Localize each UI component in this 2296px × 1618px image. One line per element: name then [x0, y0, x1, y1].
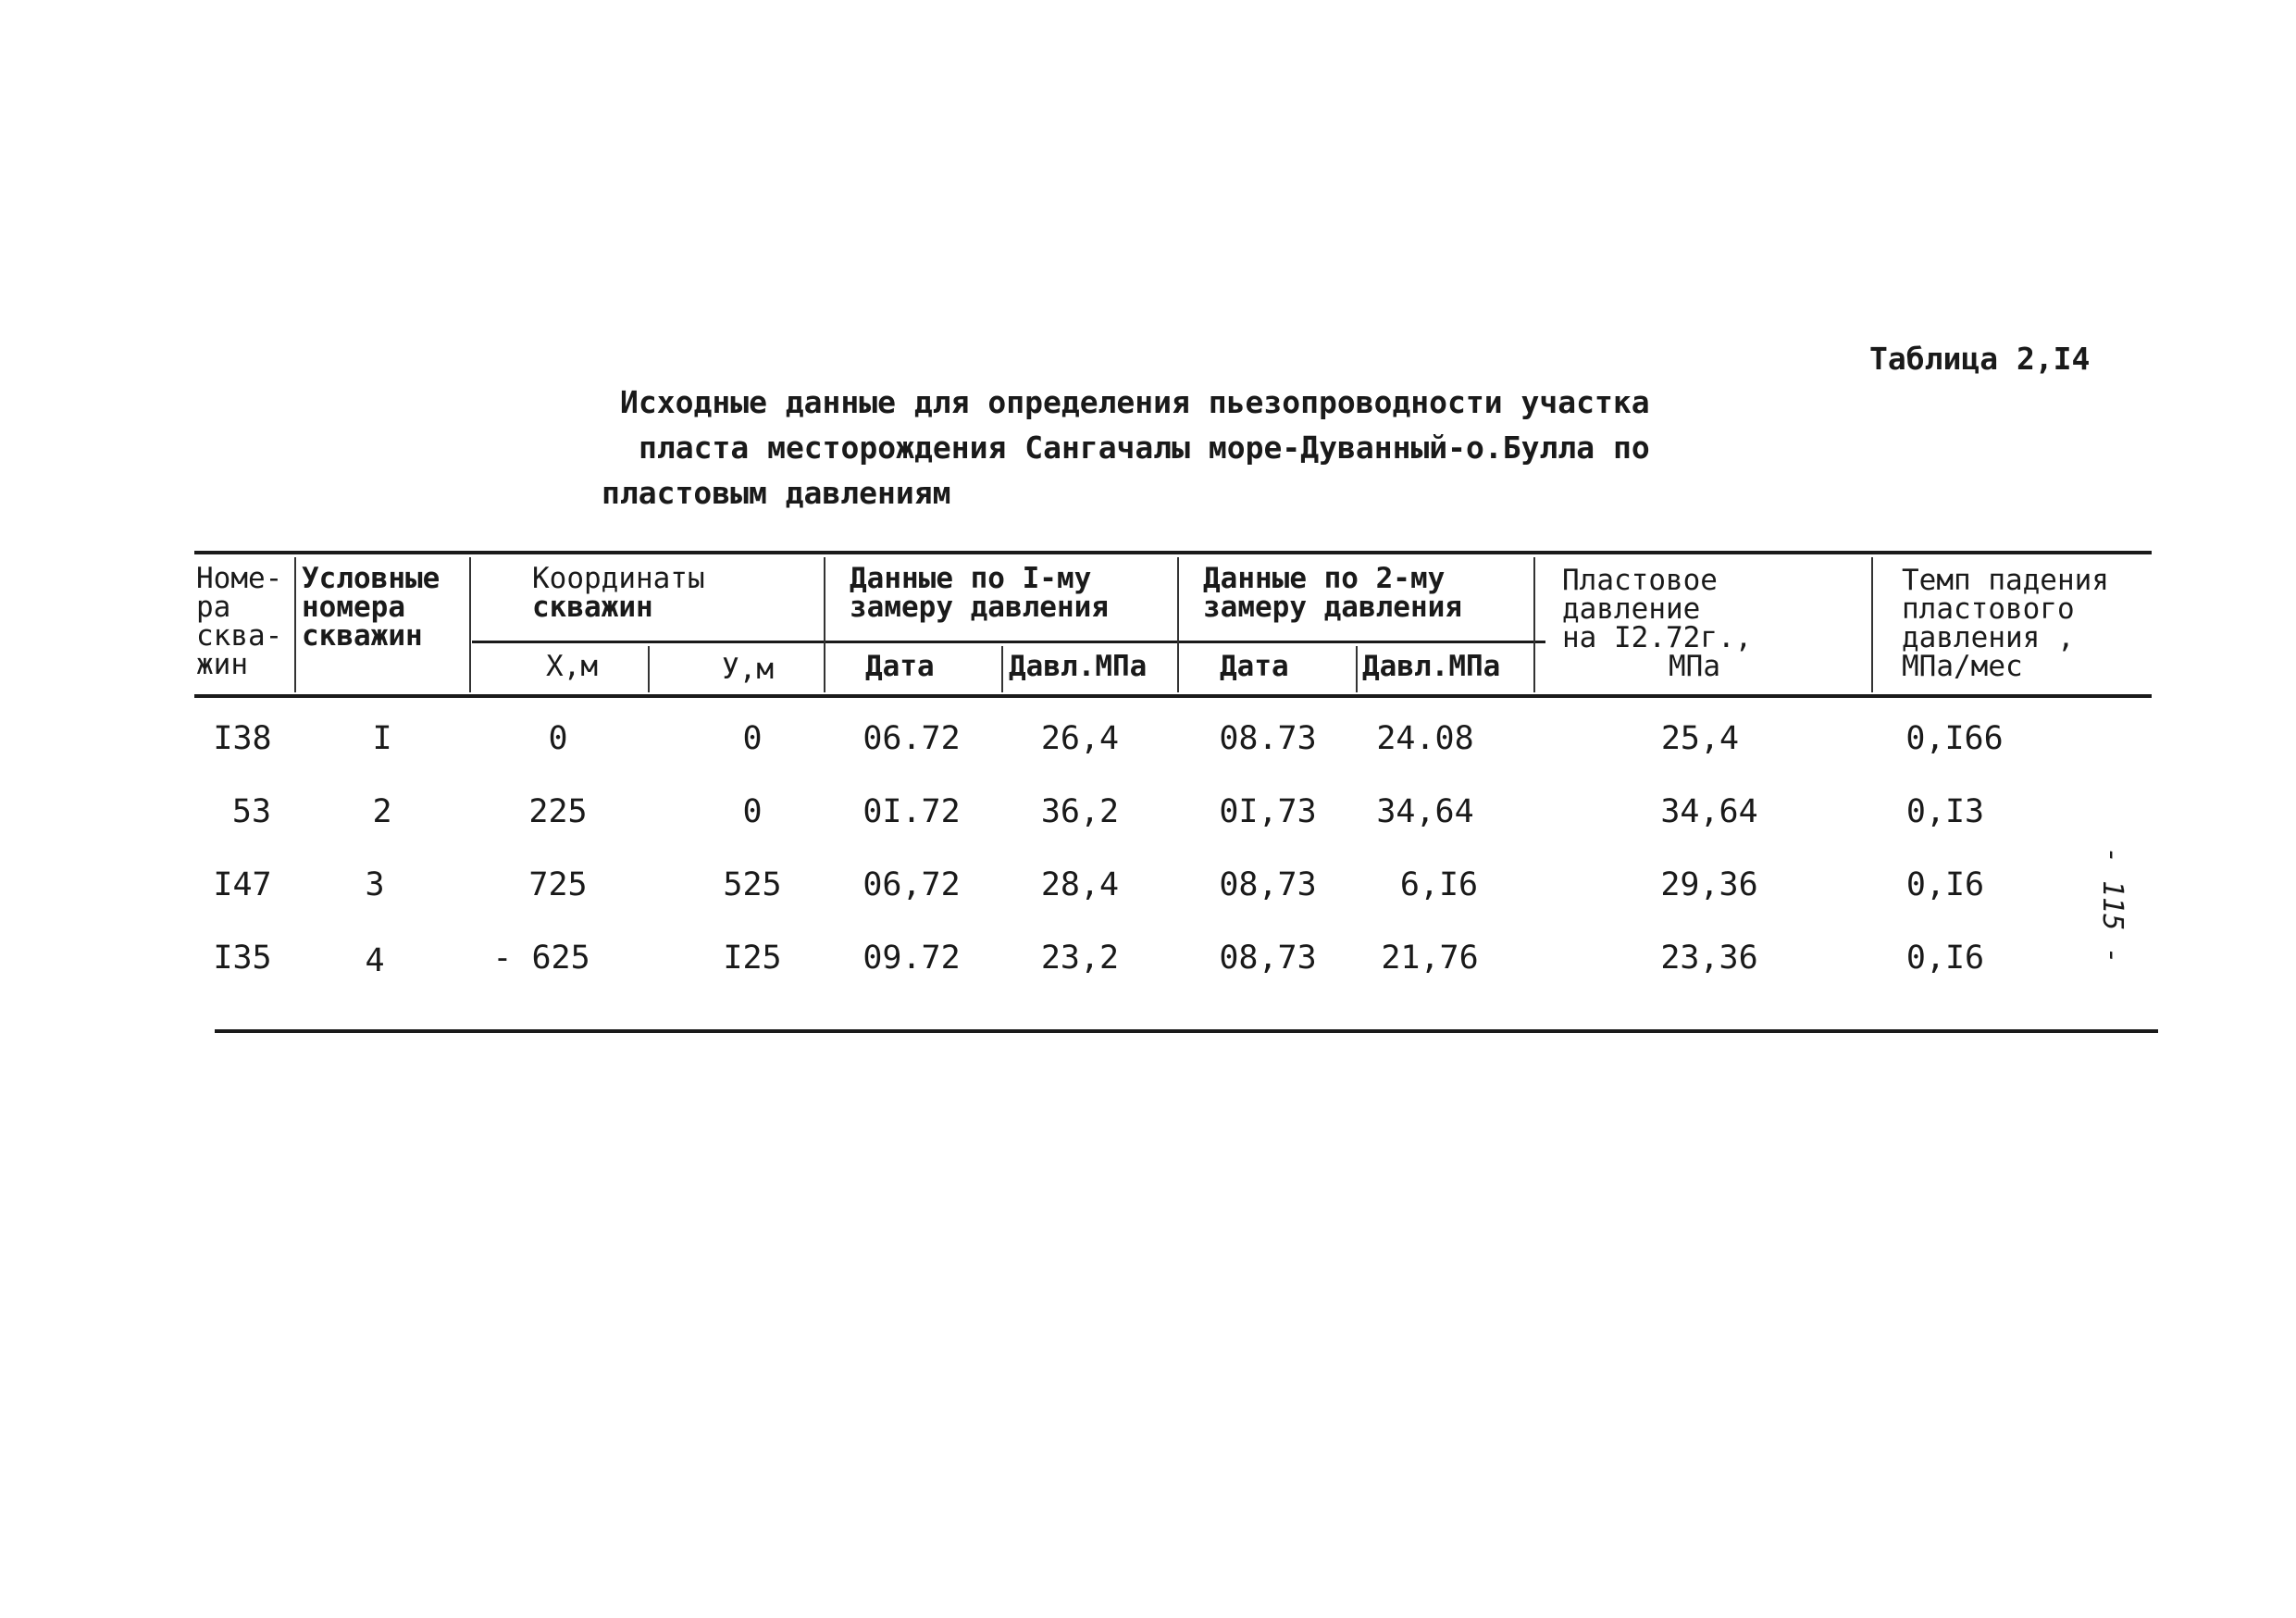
header-line: скважин: [302, 619, 423, 653]
header-line: давление: [1562, 592, 1701, 626]
header-coordinates: [532, 562, 705, 624]
cell-cond: 4: [365, 942, 385, 979]
cell-date2: 0I,73: [1219, 793, 1317, 830]
cell-y: 0: [742, 793, 763, 830]
cell-p-res: 23,36: [1660, 940, 1758, 977]
header-line: Координаты: [532, 562, 705, 595]
col-separator: [1356, 646, 1358, 692]
cell-p1: 28,4: [1040, 866, 1120, 903]
header-line: пластового: [1902, 592, 2075, 626]
header-line: МПа/мес: [1902, 650, 2023, 683]
cell-rate: 0,I6: [1905, 940, 1985, 977]
header-decline-rate: [1902, 566, 2109, 681]
cell-date2: 08.73: [1219, 720, 1317, 757]
header-x: Х,м: [546, 650, 598, 683]
page-number: - 115 -: [2096, 847, 2128, 965]
col-separator: [824, 557, 825, 692]
title-line-1: Исходные данные для определения пьезопроводности участка: [620, 384, 1650, 420]
cell-cond: I: [372, 720, 392, 757]
cell-p2: 21,76: [1381, 940, 1479, 977]
cell-rate: 0,I6: [1905, 866, 1985, 903]
cell-date1: 0I.72: [863, 793, 961, 830]
col-separator: [1177, 557, 1179, 692]
header-line: номера: [302, 591, 405, 624]
header-measurement-2: [1203, 562, 1462, 624]
cell-date2: 08,73: [1219, 866, 1317, 903]
cell-date1: 06.72: [863, 720, 961, 757]
cell-well: I35: [213, 940, 272, 977]
cell-p-res: 29,36: [1660, 866, 1758, 903]
title-line-2: пласта месторождения Сангачалы море-Дуванный-о.Булла по: [639, 429, 1650, 466]
cell-p2: 24.08: [1376, 720, 1474, 757]
cell-rate: 0,I3: [1905, 793, 1985, 830]
header-line: замеру давления: [850, 591, 1109, 624]
cell-p1: 23,2: [1040, 940, 1120, 977]
col-separator: [1001, 646, 1003, 692]
cell-well: I38: [213, 720, 272, 757]
col-separator: [648, 646, 650, 692]
header-line: Темп падения: [1902, 564, 2109, 597]
top-rule: [194, 551, 2152, 554]
cell-x: 225: [528, 793, 588, 830]
header-line: сква-: [196, 619, 283, 653]
header-line: скважин: [532, 591, 653, 624]
header-line: Пластовое: [1562, 564, 1718, 597]
bottom-rule: [215, 1029, 2158, 1033]
header-reservoir-pressure: [1562, 566, 1752, 681]
cell-p-res: 34,64: [1660, 793, 1758, 830]
cell-date2: 08,73: [1219, 940, 1317, 977]
header-pressure-2: Давл.МПа: [1362, 650, 1501, 683]
cell-y: 525: [723, 866, 782, 903]
cell-p1: 26,4: [1040, 720, 1120, 757]
title-line-3: пластовым давлениям: [602, 475, 951, 511]
header-measurement-1: [850, 562, 1109, 624]
table-title: [602, 380, 1650, 516]
col-separator: [469, 557, 471, 692]
subheader-rule: [472, 641, 1545, 643]
header-well-number: [196, 562, 283, 681]
cell-date1: 09.72: [863, 940, 961, 977]
cell-p-res: 25,4: [1660, 720, 1740, 757]
header-line: жин: [196, 648, 248, 681]
col-separator: [1533, 557, 1535, 692]
header-bottom-rule: [194, 694, 2152, 698]
header-line: ра: [196, 591, 231, 624]
cell-cond: 2: [372, 793, 392, 830]
cell-p1: 36,2: [1040, 793, 1120, 830]
cell-date1: 06,72: [863, 866, 961, 903]
cell-p2: 6,I6: [1399, 866, 1479, 903]
cell-p2: 34,64: [1376, 793, 1474, 830]
cell-well: I47: [213, 866, 272, 903]
table-label: Таблица 2,I4: [1869, 341, 2091, 377]
header-line: давления ,: [1902, 621, 2075, 654]
header-date-2: Дата: [1220, 650, 1289, 683]
header-pressure-1: Давл.МПа: [1009, 650, 1148, 683]
cell-x: - 625: [492, 940, 590, 977]
cell-rate: 0,I66: [1905, 720, 2004, 757]
cell-y: 0: [742, 720, 763, 757]
header-y: У,м: [722, 653, 774, 686]
col-separator: [1871, 557, 1873, 692]
cell-y: I25: [723, 940, 782, 977]
header-line: Данные по I-му: [850, 562, 1092, 595]
header-line: Данные по 2-му: [1203, 562, 1446, 595]
cell-well: 53: [231, 793, 272, 830]
header-conditional-number: [302, 562, 441, 653]
col-separator: [294, 557, 296, 692]
header-date-1: Дата: [865, 650, 935, 683]
header-line: на I2.72г.,: [1562, 621, 1753, 654]
header-line: замеру давления: [1203, 591, 1462, 624]
cell-x: 725: [528, 866, 588, 903]
cell-cond: 3: [365, 866, 385, 903]
cell-x: 0: [548, 720, 568, 757]
header-line: Условные: [302, 562, 441, 595]
header-line: Номе-: [196, 562, 283, 595]
header-line: МПа: [1669, 650, 1720, 683]
